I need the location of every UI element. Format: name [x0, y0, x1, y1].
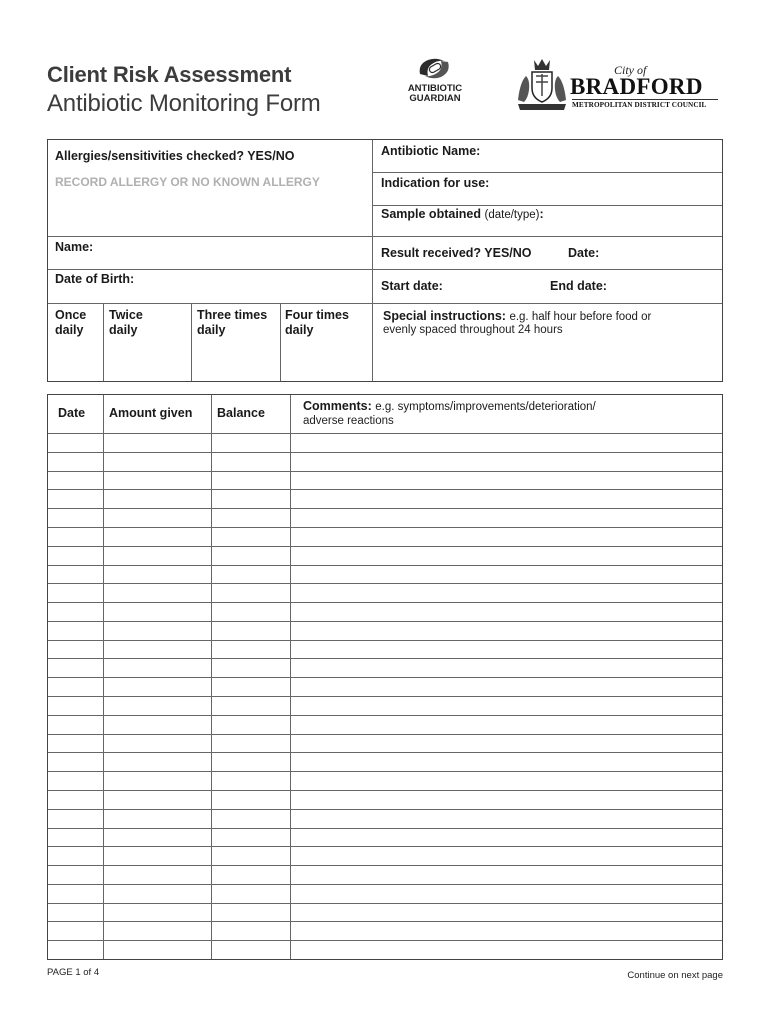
table-row[interactable] [48, 527, 722, 528]
antibiotic-name-label: Antibiotic Name: [381, 144, 481, 158]
result-date-label: Date: [568, 246, 600, 260]
special-instructions-hint: evenly spaced throughout 24 hours [383, 324, 563, 336]
table-row[interactable] [48, 433, 722, 434]
table-row[interactable] [48, 921, 722, 922]
risk-assessment-box [47, 139, 723, 382]
table-row[interactable] [48, 621, 722, 622]
box-center-divider [372, 140, 373, 381]
freq-divider-2 [191, 303, 192, 381]
right-divider-3 [372, 236, 722, 237]
col-header-balance: Balance [217, 406, 265, 420]
start-date-label: Start date: [381, 279, 443, 293]
sample-obtained-label: Sample obtained (date/type): [381, 207, 544, 221]
indication-label: Indication for use: [381, 176, 490, 190]
dob-label: Date of Birth: [55, 272, 135, 286]
result-received-label: Result received? YES/NO [381, 246, 532, 260]
table-row[interactable] [48, 940, 722, 941]
left-divider-dob [48, 269, 372, 270]
table-row[interactable] [48, 583, 722, 584]
table-row[interactable] [48, 715, 722, 716]
frequency-three-times[interactable]: Three times daily [197, 308, 268, 337]
col-header-comments: Comments: e.g. symptoms/improvements/deterioration/ [303, 399, 596, 413]
table-row[interactable] [48, 903, 722, 904]
freq-divider-1 [103, 303, 104, 381]
hands-pill-icon [414, 52, 454, 84]
end-date-label: End date: [550, 279, 607, 293]
col-header-amount-given: Amount given [109, 406, 193, 420]
frequency-twice[interactable]: Twice daily [109, 308, 143, 337]
logo-divider [572, 99, 718, 100]
table-row[interactable] [48, 452, 722, 453]
antibiotic-guardian-logo [398, 52, 472, 114]
table-row[interactable] [48, 846, 722, 847]
table-row[interactable] [48, 602, 722, 603]
form-subtitle: Antibiotic Monitoring Form [47, 90, 321, 117]
right-divider-4 [372, 269, 722, 270]
table-row[interactable] [48, 809, 722, 810]
council-text: METROPOLITAN DISTRICT COUNCIL [572, 101, 707, 109]
table-row[interactable] [48, 734, 722, 735]
table-row[interactable] [48, 640, 722, 641]
table-row[interactable] [48, 884, 722, 885]
table-row[interactable] [48, 677, 722, 678]
frequency-once[interactable]: Once daily [55, 308, 87, 337]
coat-of-arms-icon [514, 56, 570, 112]
table-row[interactable] [48, 658, 722, 659]
allergies-checked-label: Allergies/sensitivities checked? YES/NO [55, 149, 295, 163]
table-row[interactable] [48, 771, 722, 772]
table-row[interactable] [48, 865, 722, 866]
right-divider-1 [372, 172, 722, 173]
left-divider-name [48, 236, 372, 237]
frequency-four-times[interactable]: Four times daily [285, 308, 349, 337]
city-of-text: City of [614, 63, 647, 77]
bradford-text: BRADFORD [570, 74, 703, 99]
right-divider-2 [372, 205, 722, 206]
form-title: Client Risk Assessment [47, 62, 292, 87]
table-row[interactable] [48, 790, 722, 791]
comments-hint: adverse reactions [303, 415, 394, 427]
monitoring-log-table [47, 394, 723, 960]
table-row[interactable] [48, 752, 722, 753]
left-divider-frequency [48, 303, 372, 304]
table-row[interactable] [48, 471, 722, 472]
table-row[interactable] [48, 828, 722, 829]
right-divider-5 [372, 303, 722, 304]
special-instructions-label: Special instructions: e.g. half hour before food or [383, 309, 652, 323]
ag-logo-line2: GUARDIAN [409, 93, 461, 104]
page-number: PAGE 1 of 4 [47, 967, 100, 978]
table-row[interactable] [48, 565, 722, 566]
table-row[interactable] [48, 696, 722, 697]
freq-divider-3 [280, 303, 281, 381]
table-row[interactable] [48, 508, 722, 509]
bradford-council-logo [514, 56, 724, 114]
table-row[interactable] [48, 546, 722, 547]
name-label: Name: [55, 240, 94, 254]
table-row[interactable] [48, 489, 722, 490]
col-header-date: Date [58, 406, 86, 420]
record-allergy-hint: RECORD ALLERGY OR NO KNOWN ALLERGY [55, 175, 320, 189]
continue-note: Continue on next page [627, 970, 723, 981]
ag-logo-line1: ANTIBIOTIC [407, 83, 463, 94]
